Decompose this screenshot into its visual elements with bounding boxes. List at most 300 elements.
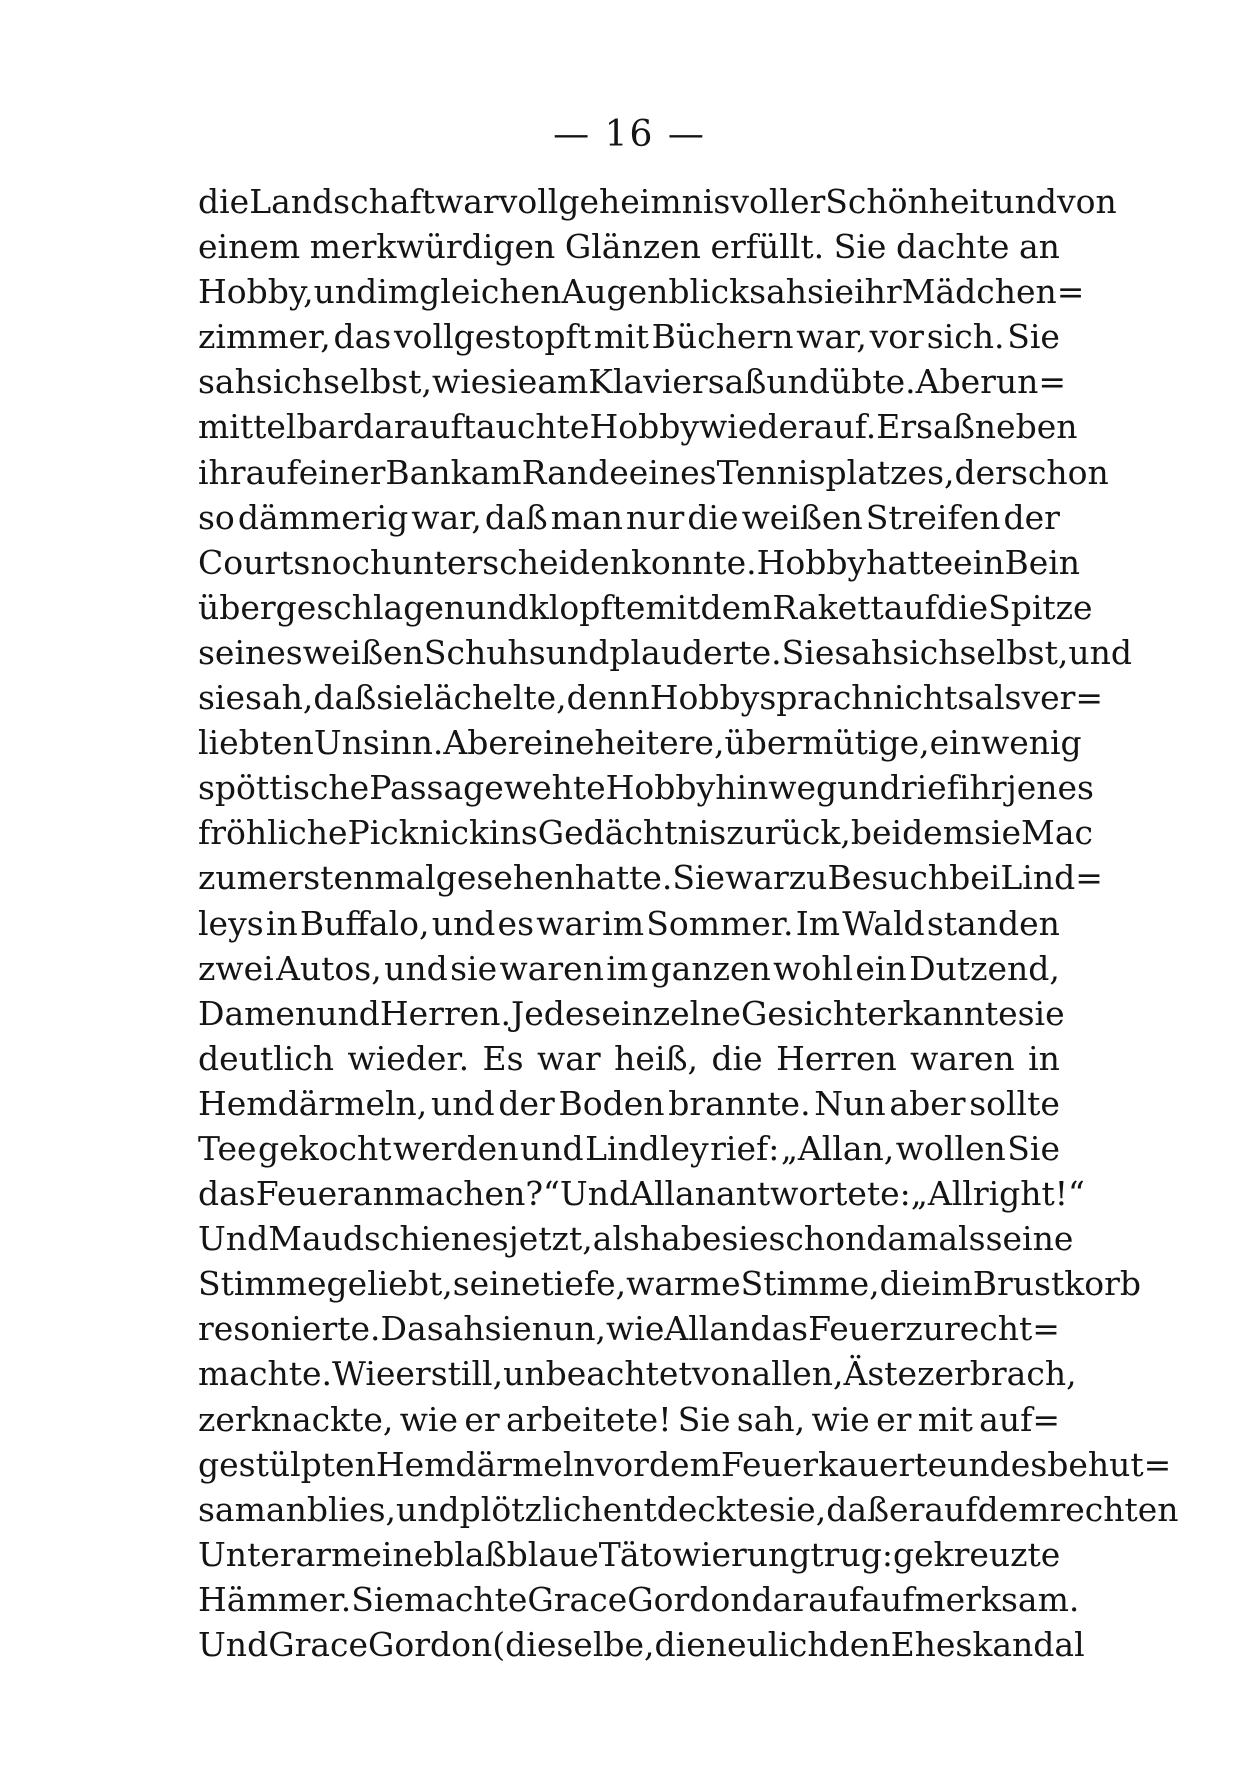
word: Streifen [865,497,1001,537]
word: Unterarm [198,1534,363,1574]
word: sollte [969,1083,1060,1123]
word: plötzlich [459,1489,603,1529]
word: ganzen [650,948,771,988]
word: Sie [1007,317,1060,357]
text-line [198,1081,1060,1126]
word: „Allan, [780,1128,895,1168]
word: Brustkorb [972,1264,1141,1304]
word: liebten [198,723,314,763]
word: sam [198,1489,266,1529]
word: Hemdärmeln [375,1444,595,1484]
word: ein [855,948,907,988]
word: als [592,1219,640,1259]
word: mit [917,1399,973,1439]
word: Autos, [276,948,382,988]
word: seine [452,1264,541,1304]
word: nun, [531,1309,606,1349]
word: zurecht= [905,1309,1060,1349]
word: heiß, [614,1038,698,1078]
word: Da [380,1309,427,1349]
word: dem [977,1489,1050,1529]
word: ein [929,723,981,763]
word: Klavier [588,362,708,402]
word: gleichen [419,272,562,312]
word: vor [594,1444,649,1484]
word: Und [198,1219,269,1259]
word: das [750,1309,809,1349]
word: sie, [768,1489,827,1529]
word: machte. [198,1354,332,1394]
text-line [198,991,1065,1036]
word: schien [364,1219,473,1259]
word: bei [949,858,1001,898]
word: Gordon [627,1579,752,1619]
word: war [536,1038,601,1078]
word: kauerte [818,1444,948,1484]
word: auf [245,452,299,492]
word: ein [953,542,1005,582]
word: Maud [268,1219,365,1259]
word: Buffalo, [299,903,430,943]
word: unterscheiden [391,542,631,582]
word: Besuch [827,858,950,898]
word: neben [974,407,1078,447]
page-number: — 16 — [553,114,706,155]
word: lächelte, [423,678,567,718]
word: die [654,1625,706,1664]
word: blaßblaue [433,1534,599,1574]
word: heitere, [594,723,725,763]
word: right!“ [972,1174,1085,1214]
word: seines [198,632,303,672]
text-line [198,1216,1074,1261]
word: hatte. [574,858,673,898]
word: auf [924,1489,978,1529]
word: Feuer [720,1444,819,1484]
word: spöttische [198,768,370,808]
word: konnte. [630,542,757,582]
word: und [947,1444,1011,1484]
word: sah [426,1309,485,1349]
word: mit [593,317,649,357]
text-line [198,855,1103,900]
word: Mac [1021,813,1093,853]
word: Hobby [605,768,716,808]
text-line [198,1487,1179,1532]
word: am [537,362,589,402]
word: allen, [751,1354,844,1394]
word: geheimnisvoller [558,182,826,221]
word: war [435,182,499,221]
word: neulich [705,1625,829,1664]
word: selbst, [959,632,1069,672]
word: das [198,1174,256,1214]
word: hatte [866,542,954,582]
word: und [384,948,448,988]
word: Grace [527,1579,628,1619]
word: Und [559,1174,631,1214]
word: un= [995,362,1067,402]
text-line [198,1532,1060,1577]
word: behut= [1047,1444,1172,1484]
word: arbeitete! [505,1399,672,1439]
word: Feuer [808,1309,906,1349]
word: standen [926,903,1060,943]
word: klopfte [528,587,646,627]
text-line [198,810,1093,855]
word: er [876,1399,912,1439]
word: übermütige, [724,723,930,763]
word: fröhliche [198,813,348,853]
text-line [198,1171,1085,1216]
word: wie [811,1399,870,1439]
word: weißen [741,497,863,537]
word: Bank [385,452,471,492]
text-line [198,901,1060,946]
word: zerbrach, [917,1354,1077,1394]
word: wie [431,362,491,402]
word: Allan [664,1309,751,1349]
word: ihr [198,452,246,492]
word: Boden [558,1083,665,1123]
word: werden [393,1128,519,1168]
word: wieder [699,407,814,447]
word: Sie [351,1579,404,1619]
word: dem [902,813,975,853]
word: hinweg [715,768,838,808]
word: sie [376,678,424,718]
word: tauchte [462,407,590,447]
word: wie [606,1309,665,1349]
word: saß [707,362,767,402]
word: deutlich [198,1038,335,1078]
word: sah [749,272,808,312]
word: leys [198,903,264,943]
word: das [333,317,392,357]
text-line [198,450,1109,495]
word: sie [484,1309,532,1349]
word: sah, [245,678,314,718]
text-line [198,1126,1060,1171]
word: nichts [872,678,975,718]
word: Grace [268,1625,369,1664]
word: jetzt, [508,1219,593,1259]
word: und [766,362,830,402]
word: waren [910,1038,1015,1078]
word: zerknackte, [198,1399,394,1439]
word: Unsinn. [313,723,444,763]
word: mit [645,587,701,627]
word: saß [916,407,975,447]
word: und [313,272,378,312]
word: man [550,497,623,537]
word: als [974,678,1022,718]
word: Wie [331,1354,396,1394]
text-line [198,675,1104,720]
word: und [545,632,610,672]
word: wenig [980,723,1082,763]
word: sah, [736,1399,806,1439]
word: Herren [776,1038,897,1078]
word: Hobby [649,678,760,718]
word: und [431,903,496,943]
word: ihr [958,768,1007,808]
word: waren [499,948,604,988]
text-line [198,224,1060,269]
word: daß [484,497,548,537]
text-line [198,1306,1060,1351]
word: er [889,1489,925,1529]
text-line [198,540,1081,585]
word: war, [796,317,867,357]
word: erstenmal [267,858,436,898]
word: sich [892,632,960,672]
word: entdeckte [602,1489,769,1529]
word: die [687,497,739,537]
word: geliebt, [326,1264,453,1304]
word: aber [889,1083,966,1123]
text-line [198,1261,1141,1306]
word: wollen [895,1128,1006,1168]
word: gekreuzte [892,1534,1061,1574]
word: übergeschlagen [198,587,466,627]
word: Hobby [756,542,867,582]
word: machte [403,1579,528,1619]
word: aufmerksam. [861,1579,1080,1619]
word: und [519,1128,584,1168]
word: Allan [630,1174,716,1214]
word: von [691,1354,752,1394]
word: Lind= [1000,858,1103,898]
word: Bein [1004,542,1081,582]
word: Dutzend, [909,948,1060,988]
word: Sie [1007,1128,1060,1168]
word: Und [198,1625,269,1664]
word: Büchern [651,317,794,357]
word: er [395,1354,431,1394]
text-line [198,1397,1060,1442]
word: und [993,182,1057,221]
word: Gedächtnis [537,813,727,853]
word: und [1068,632,1132,672]
word: auf. [813,407,877,447]
word: vollgestopft [394,317,591,357]
word: erfüllt. [710,227,825,267]
word: denn [566,678,650,718]
text-line [198,630,1132,675]
text-line [198,585,1093,630]
word: zu [788,858,828,898]
word: schon [768,1219,867,1259]
word: in [265,903,298,943]
word: Nun [814,1083,886,1123]
word: mittelbar [198,407,354,447]
word: die [711,1038,763,1078]
text-line [198,314,1060,359]
word: dem [700,587,773,627]
word: die [879,1264,931,1304]
word: zum [198,858,268,898]
word: sie [450,948,498,988]
word: sie [974,813,1022,853]
word: trug: [810,1534,893,1574]
text-line [198,495,1060,540]
text-line [198,720,1082,765]
word: nur [625,497,685,537]
word: wohl [773,948,854,988]
word: Augenblick [561,272,750,312]
word: am [470,452,522,492]
word: in [1028,1038,1060,1078]
word: übte. [829,362,916,402]
word: war, [411,497,482,537]
word: Rande [521,452,629,492]
word: rief: [710,1128,780,1168]
word: Passage [369,768,504,808]
word: Mädchen= [901,272,1085,312]
word: Sie [781,632,835,672]
word: die [198,182,250,221]
word: der [954,452,1011,492]
word: plauderte. [609,632,782,672]
word: sah [198,362,256,402]
word: dem [648,1444,721,1484]
word: es [497,903,535,943]
word: im [930,1264,973,1304]
word: es [1010,1444,1048,1484]
word: eine [362,1534,434,1574]
word: sie [1017,993,1065,1033]
word: erkannte [867,993,1018,1033]
word: Eheskandal [890,1625,1085,1664]
word: Damen [198,993,317,1033]
word: Sie [833,227,887,267]
word: den [828,1625,891,1664]
word: ins [489,813,538,853]
word: habe [639,1219,722,1259]
word: jenes [1006,768,1094,808]
word: Es [482,1038,524,1078]
word: unbeachtet [503,1354,692,1394]
word: dämmerig [237,497,409,537]
word: vor [869,317,924,357]
word: sich. [926,317,1005,357]
word: gestülpten [198,1444,376,1484]
word: Gesicht [740,993,868,1033]
word: merkwürdigen [309,227,556,267]
word: damals [866,1219,986,1259]
word: Tennisplatzes, [716,452,955,492]
text-line [198,765,1094,810]
word: Im [795,903,841,943]
word: sah [834,632,893,672]
word: Sommer. [646,903,794,943]
word: „All [910,1174,973,1214]
word: daß [313,678,377,718]
word: und [465,587,529,627]
text-line [198,1036,1060,1081]
word: er [464,1399,500,1439]
word: Aber [915,362,996,402]
word: Stimme [198,1264,327,1304]
word: die [936,587,989,627]
word: tiefe, [540,1264,627,1304]
word: Feuer [255,1174,353,1214]
word: auf [883,587,937,627]
word: eine [523,723,595,763]
word: Hämmer. [198,1579,352,1619]
word: von [1057,182,1117,221]
word: Hobby [589,407,700,447]
word: Jedes [511,993,602,1033]
word: sie [490,362,538,402]
word: darauf [751,1579,862,1619]
word: Rakett [772,587,884,627]
word: der [498,1083,555,1123]
word: Glänzen [564,227,701,267]
word: anblies, [265,1489,397,1529]
word: Aber [443,723,524,763]
word: Landschaft [249,182,436,221]
word: einer [298,452,386,492]
word: daß [826,1489,890,1529]
text-line [198,269,1085,314]
word: wehte [503,768,606,808]
word: Picknick [347,813,490,853]
word: gekocht [258,1128,392,1168]
word: sprach [759,678,873,718]
word: Sie [672,858,726,898]
word: sie [807,272,855,312]
word: gesehen [435,858,575,898]
word: zurück, [726,813,851,853]
text-line [198,179,1117,224]
word: antwortete: [715,1174,911,1214]
word: rechten [1049,1489,1179,1529]
word: wieder. [347,1038,470,1078]
word: und [316,993,380,1033]
word: an [1018,227,1060,267]
word: Schönheit [825,182,994,221]
word: so [198,497,235,537]
word: Tee [198,1128,257,1168]
word: dachte [896,227,1010,267]
word: Sie [677,1399,731,1439]
word: war [536,903,600,943]
word: Äste [843,1354,918,1394]
text-line [198,359,1067,404]
word: der [1003,497,1060,537]
word: selbst, [323,362,432,402]
word: ihr [854,272,902,312]
word: war [725,858,789,898]
text-line [198,1622,1085,1667]
word: Tätowierung [598,1534,811,1574]
word: bei [850,813,903,853]
word: zimmer, [198,317,331,357]
word: zwei [198,948,274,988]
word: resonierte. [198,1309,381,1349]
word: eines [628,452,717,492]
word: rief [900,768,959,808]
text-line [198,1351,1077,1396]
word: Hemdärmeln, [198,1083,428,1123]
word: Gordon [368,1625,493,1664]
word: im [606,948,649,988]
word: warme [626,1264,741,1304]
word: weißen [302,632,424,672]
text-line [198,1577,1080,1622]
